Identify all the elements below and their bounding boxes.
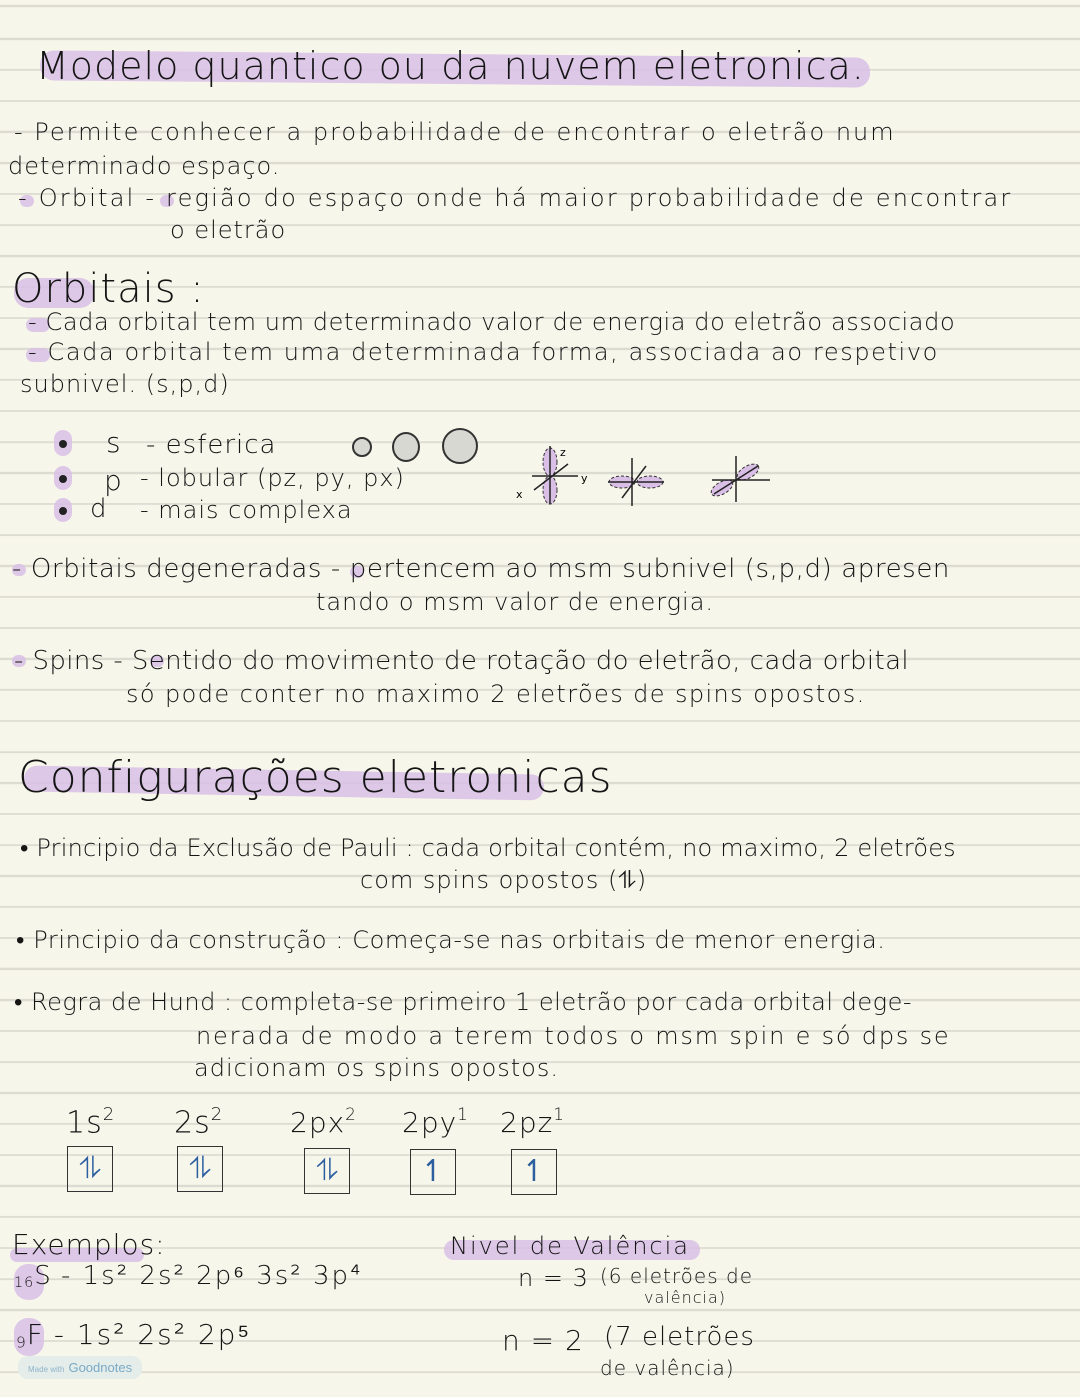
orbital-label: $1s^2$	[66, 1104, 116, 1141]
pauli-line-2: com spins opostos (⥮)	[360, 866, 648, 894]
orbitais-line-1: - Cada orbital tem um determinado valor de energia do eletrão associado	[28, 308, 956, 336]
orbital-label: $2py^1$	[402, 1104, 469, 1139]
exemplos-heading: Exemplos:	[12, 1228, 166, 1261]
orbital-box: ⥮	[304, 1148, 350, 1194]
type-s-letter: s	[106, 426, 122, 459]
valencia-n3: n = 3	[518, 1264, 589, 1292]
spins-line-1: - Spins - Sentido do movimento de rotação do eletrão, cada orbital	[14, 646, 910, 676]
hund-line-3: adicionam os spins opostos.	[194, 1054, 559, 1082]
svg-text:x: x	[516, 488, 523, 501]
valencia-note-2b: de valência)	[600, 1356, 735, 1380]
orbital-box: ⥮	[67, 1146, 113, 1192]
type-s-desc: - esferica	[146, 430, 277, 460]
px-orbital-diagram-icon	[704, 454, 774, 504]
bullet-dot	[59, 475, 67, 483]
hund-line-2: nerada de modo a terem todos o msm spin e só dps se	[196, 1022, 951, 1050]
svg-text:y: y	[581, 472, 588, 485]
valencia-heading: Nivel de Valência	[450, 1232, 690, 1260]
degeneradas-line-1: - Orbitais degeneradas - pertencem ao msm subnivel (s,p,d) apresen	[12, 554, 950, 584]
orbitais-line-2: - Cada orbital tem uma determinada forma, associada ao respetivo	[28, 338, 939, 366]
intro-line-4: o eletrão	[170, 216, 287, 244]
s-orbital-small-icon	[352, 437, 372, 457]
type-p-desc: - lobular (pz, py, px)	[140, 464, 405, 492]
hund-line-1: • Regra de Hund : completa-se primeiro 1 eletrão por cada orbital dege-	[14, 988, 912, 1016]
intro-line-3: - Orbital - região do espaço onde há maior probabilidade de encontrar	[18, 184, 1013, 212]
valencia-note-1a: (6 eletrões de	[600, 1264, 753, 1288]
spins-line-2: só pode conter no maximo 2 eletrões de spins opostos.	[126, 680, 866, 708]
svg-text:z: z	[560, 446, 566, 459]
configuracoes-heading: Configurações eletronicas	[18, 752, 613, 803]
page-title: Modelo quantico ou da nuvem eletronica.	[36, 44, 865, 88]
py-orbital-diagram-icon	[604, 456, 668, 508]
orbital-label: $2pz^1$	[500, 1104, 565, 1139]
valencia-n2: n = 2	[502, 1324, 584, 1357]
intro-line-1: - Permite conhecer a probabilidade de encontrar o eletrão num	[14, 118, 896, 146]
s-orbital-large-icon	[442, 428, 478, 464]
orbital-box: ↿	[511, 1149, 557, 1195]
degeneradas-line-2: tando o msm valor de energia.	[316, 588, 715, 616]
example-fluorine: $_9$F - 1s² 2s² 2p⁵	[16, 1318, 252, 1352]
valencia-note-2a: (7 eletrões	[604, 1322, 755, 1352]
orbitais-heading: Orbitais :	[12, 266, 205, 312]
pz-orbital-diagram-icon	[512, 444, 592, 508]
s-orbital-medium-icon	[392, 432, 420, 462]
bullet-dot	[59, 440, 67, 448]
bullet-dot	[59, 507, 67, 515]
orbital-label: $2px^2$	[290, 1104, 357, 1139]
orbital-box: ↿	[410, 1149, 456, 1195]
example-sulfur: $_{16}$S - 1s² 2s² 2p⁶ 3s² 3p⁴	[14, 1261, 363, 1292]
goodnotes-watermark: Made with Goodnotes	[18, 1356, 142, 1379]
valencia-note-1b: valência)	[644, 1288, 726, 1307]
type-d-letter: d	[90, 494, 108, 524]
orbitais-line-3: subnivel. (s,p,d)	[20, 370, 230, 398]
orbital-label: $2s^2$	[174, 1104, 224, 1141]
type-d-desc: - mais complexa	[140, 496, 353, 524]
pauli-line-1: • Principio da Exclusão de Pauli : cada orbital contém, no maximo, 2 eletrões	[20, 834, 956, 862]
construcao-line: • Principio da construção : Começa-se nas orbitais de menor energia.	[16, 926, 886, 954]
type-p-letter: p	[104, 464, 123, 497]
intro-line-2: determinado espaço.	[8, 152, 281, 180]
orbital-box: ⥮	[177, 1146, 223, 1192]
